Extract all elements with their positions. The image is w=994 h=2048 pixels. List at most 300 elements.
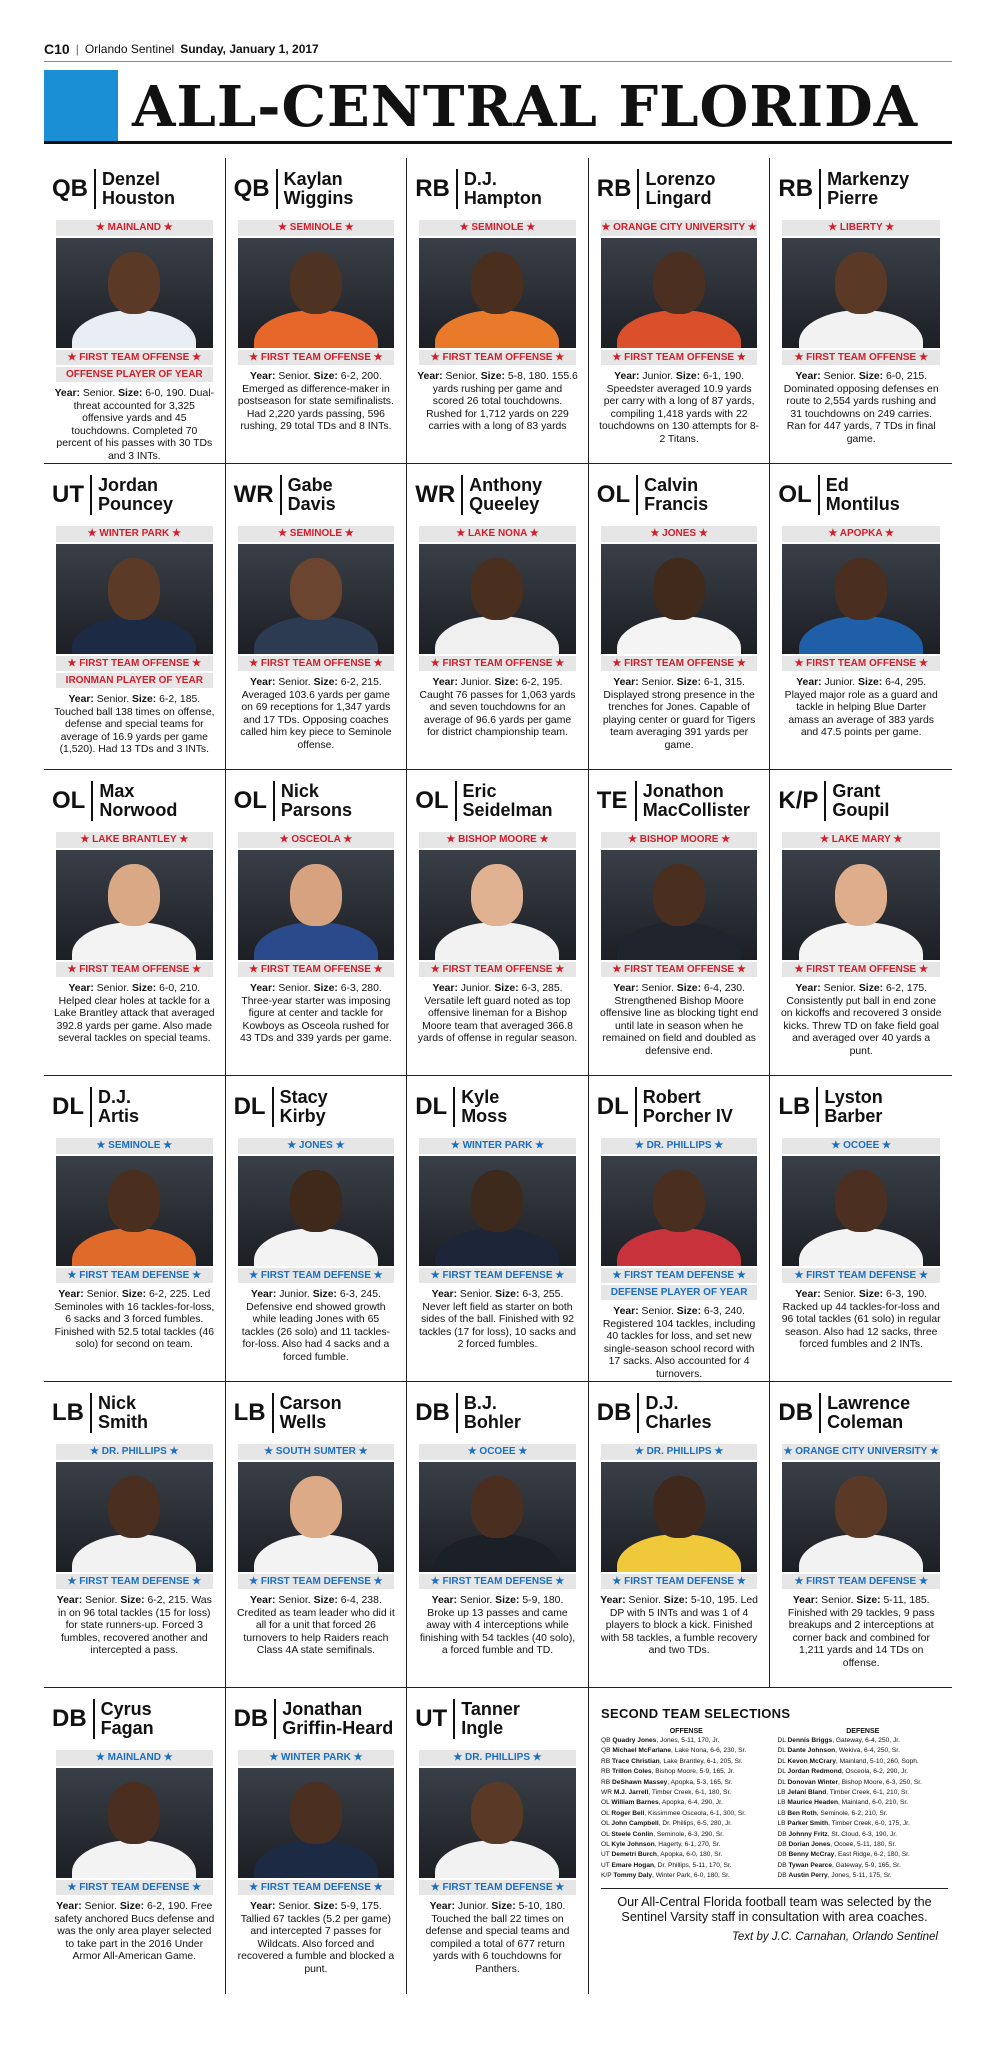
second-team-row (778, 1840, 949, 1850)
second-team-name: Quadry Jones (612, 1737, 657, 1744)
player-photo-head (471, 1782, 523, 1844)
player-name (282, 476, 336, 514)
school-label: ★ BISHOP MOORE ★ (419, 832, 576, 848)
player-last-name: Davis (287, 494, 336, 514)
second-team-details: , Apopka, 5-3, 165, Sr. (667, 1778, 733, 1786)
player-first-name: Gabe (287, 475, 333, 495)
second-team-name: Trillon Coles (612, 1768, 652, 1776)
second-team-details: , Dr. Phillips, 5-11, 170, Sr. (654, 1861, 732, 1869)
player-summary: Caught 76 passes for 1,063 yards and seven touchdowns for an average of 96.6 yards per game for district championship team. (419, 689, 576, 739)
player-card (226, 1688, 408, 1994)
player-position: LB (234, 1393, 274, 1433)
player-photo-jersey (617, 616, 741, 654)
player-last-name: Houston (102, 188, 175, 208)
player-name (93, 782, 177, 820)
player-card (589, 770, 771, 1076)
player-name (96, 170, 175, 208)
school-label: ★ DR. PHILLIPS ★ (56, 1444, 213, 1460)
second-team-position: DB (777, 1851, 787, 1859)
player-position: OL (52, 781, 93, 821)
second-team-details: , Kissimmee Osceola, 6-1, 300, Sr. (644, 1809, 746, 1817)
player-year: Senior. (79, 388, 119, 399)
second-team-name: Michael McFarlane (612, 1747, 672, 1755)
player-bio (234, 1595, 399, 1658)
second-team-row (601, 1850, 772, 1860)
player-first-name: D.J. (645, 1393, 679, 1413)
second-team-row (778, 1871, 949, 1881)
second-team-name: Donovan Winter (787, 1778, 839, 1786)
player-card (407, 1382, 589, 1688)
player-photo (601, 238, 758, 348)
player-summary: Broke up 13 passes and came away with 4 interceptions while finishing with 54 tackles (40 solo), a forced fumble and TD. (419, 1607, 576, 1657)
player-size: 6-2, 200. (337, 371, 382, 382)
player-photo-jersey (72, 1228, 196, 1266)
player-photo-jersey (799, 310, 923, 348)
player-bio (597, 983, 762, 1059)
player-name (276, 1700, 393, 1738)
year-label: Year: (56, 1595, 83, 1606)
player-photo (56, 1156, 213, 1266)
second-team-details: , Wekiva, 6-4, 250, Sr. (835, 1747, 900, 1755)
player-photo-jersey (799, 922, 923, 960)
player-summary: Racked up 44 tackles-for-loss and 96 total tackles (61 solo) in regular season. Also had 12 sacks, three forced fumbles and 2 INTs. (781, 1301, 941, 1351)
second-team-row (601, 1819, 772, 1829)
player-year: Senior. (457, 1595, 496, 1606)
player-first-name: Stacy (279, 1087, 328, 1107)
second-team-row (778, 1798, 949, 1808)
player-photo-jersey (435, 1228, 559, 1266)
year-label: Year: (796, 677, 822, 688)
team-designation: ★ FIRST TEAM OFFENSE ★ (782, 656, 940, 671)
second-team-name: Tommy Daly (613, 1872, 653, 1880)
year-label: Year: (432, 983, 458, 994)
player-summary: Led DP with 5 INTs and was 1 of 4 players to block a kick. Finished with 58 tackles, a fumble recovery and two TDs. (600, 1595, 758, 1657)
team-designation: ★ FIRST TEAM OFFENSE ★ (238, 962, 395, 977)
player-size: 6-2, 215. (144, 1595, 189, 1606)
player-position: OL (778, 475, 819, 515)
player-position: DB (52, 1699, 95, 1739)
player-photo-jersey (799, 616, 923, 654)
team-designation: ★ FIRST TEAM OFFENSE ★ (56, 962, 213, 977)
team-designation: ★ FIRST TEAM OFFENSE ★ (419, 656, 576, 671)
year-label: Year: (613, 1306, 639, 1317)
publication-date: Sunday, January 1, 2017 (180, 41, 319, 56)
player-photo-head (835, 1476, 887, 1538)
player-header (597, 1390, 762, 1436)
second-team-row (778, 1809, 949, 1819)
player-photo-jersey (72, 616, 196, 654)
second-team-name: Dante Johnson (787, 1747, 836, 1755)
player-year: Senior. (638, 983, 677, 994)
size-label: Size: (858, 1289, 884, 1300)
player-photo-head (471, 864, 523, 926)
player-header (52, 778, 217, 824)
player-name (274, 1394, 342, 1432)
second-team-position: OL (601, 1809, 610, 1817)
school-label: ★ WINTER PARK ★ (419, 1138, 576, 1154)
player-summary: Helped clear holes at tackle for a Lake Brantley attack that averaged 392.8 yards per game. Also made several tackles on special teams. (54, 995, 215, 1045)
second-team-details: , Mainland, 5-10, 260, Soph. (835, 1757, 919, 1765)
player-year: Senior. (818, 1595, 857, 1606)
player-summary: Tallied 67 tackles (5.2 per game) and intercepted 7 passes for Wildcats. Also forced and recovered a fumble and blocked a punt. (237, 1913, 395, 1975)
player-header (415, 166, 580, 212)
player-last-name: Porcher IV (642, 1106, 733, 1126)
player-photo-jersey (435, 616, 559, 654)
player-photo (56, 238, 213, 348)
player-year: Senior. (83, 1289, 122, 1300)
second-team-details: , Lake Brantley, 6-1, 205, Sr. (659, 1757, 743, 1765)
second-team-details: , Bishop Moore, 5-9, 165, Jr. (651, 1768, 735, 1776)
second-team-position: RB (601, 1768, 611, 1776)
second-team-details: , Mainland, 6-0, 210, Sr. (838, 1799, 909, 1807)
school-label: ★ BISHOP MOORE ★ (601, 832, 758, 848)
player-first-name: Jordan (98, 475, 159, 495)
size-label: Size: (856, 1595, 881, 1606)
player-year: Junior. (639, 371, 676, 382)
size-label: Size: (858, 371, 884, 382)
second-team-position: LB (777, 1809, 786, 1817)
year-label: Year: (792, 1595, 819, 1606)
player-card (770, 1382, 952, 1688)
second-team-position: WR (601, 1789, 612, 1797)
player-photo-jersey (435, 310, 559, 348)
player-first-name: Lorenzo (645, 169, 716, 189)
size-label: Size: (858, 983, 884, 994)
second-team-name: Benny McCray (788, 1851, 835, 1859)
team-designation: ★ FIRST TEAM DEFENSE ★ (56, 1574, 213, 1589)
player-header (597, 778, 762, 824)
page-folio (44, 40, 952, 62)
player-bio (52, 1595, 217, 1658)
player-header (415, 472, 580, 518)
second-team-position: DB (777, 1872, 787, 1880)
player-summary: Credited as team leader who did it all for a unit that forced 26 turnovers to help Raiders reach Class 4A state semifinals. (237, 1607, 395, 1657)
player-photo-head (471, 252, 523, 314)
player-year: Senior. (93, 694, 132, 705)
second-team-row (601, 1798, 772, 1808)
second-team-name: Trace Christian (612, 1757, 660, 1765)
second-team-details: , Osceola, 6-2, 290, Jr. (841, 1768, 909, 1776)
player-photo-head (290, 1170, 342, 1232)
player-photo-jersey (799, 1534, 923, 1572)
player-year: Junior. (457, 983, 495, 994)
player-photo (238, 1156, 395, 1266)
size-label: Size: (480, 371, 505, 382)
team-designation: ★ FIRST TEAM DEFENSE ★ (782, 1268, 940, 1283)
player-bio (52, 388, 217, 464)
player-header (415, 778, 580, 824)
player-first-name: Lawrence (827, 1393, 911, 1413)
school-label: ★ WINTER PARK ★ (56, 526, 213, 542)
player-size: 6-0, 210. (156, 983, 201, 994)
player-header (415, 1696, 580, 1742)
player-bio (52, 1901, 217, 1964)
second-team-row (601, 1788, 772, 1798)
player-year: Senior. (442, 371, 481, 382)
player-card (44, 1076, 226, 1382)
second-team-position: DL (777, 1747, 786, 1755)
second-team-details: , Seminole, 6-3, 290, Sr. (653, 1830, 724, 1838)
player-bio (415, 677, 580, 740)
player-position: DL (52, 1087, 92, 1127)
player-position: DB (234, 1699, 277, 1739)
player-size: 6-4, 230. (701, 983, 745, 994)
player-year: Senior. (638, 677, 677, 688)
player-position: DL (234, 1087, 274, 1127)
player-photo (238, 238, 395, 348)
player-first-name: Lyston (824, 1087, 883, 1107)
size-label: Size: (675, 371, 701, 382)
second-team-position: RB (601, 1778, 611, 1786)
second-team-position: OL (601, 1820, 610, 1828)
player-photo (238, 544, 395, 654)
player-photo (419, 1156, 576, 1266)
player-name (455, 1088, 507, 1126)
player-bio (234, 1289, 399, 1365)
player-photo (419, 544, 576, 654)
player-name (92, 1088, 139, 1126)
player-size: 6-2, 190. (144, 1901, 189, 1912)
player-first-name: Markenzy (827, 169, 910, 189)
year-label: Year: (431, 1289, 458, 1300)
team-designation: ★ FIRST TEAM OFFENSE ★ (601, 962, 758, 977)
player-position: RB (415, 169, 458, 209)
player-last-name: Wiggins (283, 188, 354, 208)
second-team-name: Parker Smith (787, 1820, 829, 1828)
player-bio (778, 983, 944, 1059)
size-label: Size: (494, 677, 519, 688)
team-designation: ★ FIRST TEAM DEFENSE ★ (419, 1574, 576, 1589)
player-photo (56, 1462, 213, 1572)
school-label: ★ DR. PHILLIPS ★ (419, 1750, 576, 1766)
player-header (778, 778, 944, 824)
second-team-position: LB (777, 1789, 786, 1797)
player-position: RB (778, 169, 821, 209)
school-label: ★ SOUTH SUMTER ★ (238, 1444, 395, 1460)
year-label: Year: (613, 983, 639, 994)
player-name (637, 782, 750, 820)
year-label: Year: (250, 677, 276, 688)
player-last-name: Seidelman (462, 800, 553, 820)
award-label: IRONMAN PLAYER OF YEAR (56, 673, 213, 688)
player-size: 6-3, 285. (518, 983, 563, 994)
second-team-details: , Lake Nona, 6-6, 230, Sr. (671, 1747, 747, 1755)
school-label: ★ LIBERTY ★ (782, 220, 940, 236)
player-card (589, 158, 771, 464)
team-designation: ★ FIRST TEAM DEFENSE ★ (238, 1880, 395, 1895)
player-summary: Displayed strong presence in the trenches for Jones. Capable of playing center or guard for Tigers team averaging 391 yards per game. (602, 689, 756, 751)
player-size: 5-8, 180. (505, 371, 549, 382)
player-year: Senior. (638, 1306, 677, 1317)
player-position: TE (597, 781, 637, 821)
player-header (234, 166, 399, 212)
team-designation: ★ FIRST TEAM DEFENSE ★ (419, 1880, 576, 1895)
player-bio (778, 371, 944, 447)
second-team-row (778, 1736, 949, 1746)
school-label: ★ SEMINOLE ★ (419, 220, 576, 236)
player-size: 6-4, 295. (882, 677, 927, 688)
player-name (820, 476, 900, 514)
player-photo-jersey (435, 1840, 559, 1878)
second-team-name: Kyle Johnson (611, 1841, 655, 1849)
player-photo-head (835, 558, 887, 620)
player-year: Senior. (275, 1595, 314, 1606)
player-card (589, 464, 771, 770)
second-team-offense (601, 1727, 772, 1882)
second-team-name: Jordan Redmond (787, 1768, 842, 1776)
player-size: 6-2, 225. (146, 1289, 191, 1300)
second-team-row (601, 1746, 772, 1756)
player-header (52, 166, 217, 212)
size-label: Size: (676, 677, 702, 688)
player-year: Senior. (93, 983, 132, 994)
player-card (407, 1688, 589, 1994)
player-card (407, 464, 589, 770)
second-team-details: , Gateway, 5-9, 165, Sr. (832, 1861, 901, 1869)
second-team-details: , Ocoee, 5-11, 180, Sr. (830, 1841, 897, 1849)
player-size: 6-3, 255. (519, 1289, 564, 1300)
player-position: QB (52, 169, 96, 209)
school-label: ★ OSCEOLA ★ (238, 832, 395, 848)
second-team-position: DB (777, 1841, 787, 1849)
year-label: Year: (614, 371, 640, 382)
player-photo-head (653, 1170, 705, 1232)
player-header (415, 1084, 580, 1130)
player-name (95, 1700, 154, 1738)
player-first-name: Jonathan (282, 1699, 363, 1719)
size-label: Size: (131, 983, 157, 994)
second-team-name: Johnny Fritz (788, 1830, 828, 1838)
player-name (639, 170, 715, 208)
player-header (778, 472, 944, 518)
player-year: Junior. (457, 677, 495, 688)
player-photo-jersey (617, 1534, 741, 1572)
player-photo (419, 238, 576, 348)
player-photo-head (835, 864, 887, 926)
player-photo (419, 1462, 576, 1572)
second-team-position: DB (777, 1861, 787, 1869)
school-label: ★ SEMINOLE ★ (238, 220, 395, 236)
player-first-name: Ed (825, 475, 849, 495)
player-card (44, 770, 226, 1076)
player-card (589, 1076, 771, 1382)
player-photo-jersey (72, 922, 196, 960)
player-size: 6-2, 195. (518, 677, 563, 688)
player-card (226, 158, 408, 464)
second-team-name: Maurice Headen (787, 1799, 838, 1807)
player-last-name: Wells (279, 1412, 327, 1432)
player-position: DL (597, 1087, 637, 1127)
player-name (638, 476, 708, 514)
second-team-position: QB (601, 1747, 611, 1755)
team-designation: ★ FIRST TEAM DEFENSE ★ (782, 1574, 940, 1589)
second-team-row (601, 1830, 772, 1840)
year-label: Year: (68, 983, 94, 994)
player-position: UT (415, 1699, 455, 1739)
player-summary: 155.6 yards rushing per game and scored 26 total touchdowns. Rushed for 1,712 yards on 229 carries with a long of 83 yards (426, 371, 578, 433)
second-team-row (778, 1819, 949, 1829)
player-last-name: Ingle (461, 1718, 504, 1738)
second-team-details: , East Ridge, 6-2, 180, Sr. (834, 1851, 910, 1859)
player-photo-head (108, 1476, 160, 1538)
player-header (234, 1390, 399, 1436)
player-size: 6-2, 185. (156, 694, 201, 705)
player-bio (234, 983, 399, 1046)
team-designation: ★ FIRST TEAM OFFENSE ★ (782, 962, 940, 977)
player-first-name: Kaylan (283, 169, 343, 189)
player-last-name: Francis (644, 494, 709, 514)
player-first-name: Jonathon (642, 781, 724, 801)
second-team-position: OL (601, 1799, 610, 1807)
player-position: OL (415, 781, 456, 821)
second-team-defense (778, 1727, 949, 1882)
school-label: ★ JONES ★ (601, 526, 758, 542)
size-label: Size: (676, 1306, 702, 1317)
player-last-name: Hampton (463, 188, 542, 208)
second-team-row (778, 1861, 949, 1871)
player-last-name: Lingard (645, 188, 712, 208)
second-team-name: Austin Perry (788, 1872, 828, 1880)
second-team-row (601, 1809, 772, 1819)
player-summary: Led Seminoles with 16 tackles-for-loss, 6 sacks and 3 forced fumbles. Finished with 52.5 total tackles (46 solo) for second on team. (54, 1289, 215, 1351)
player-summary: Played major role as a guard and tackle in helping Blue Darter amass an average of 383 yards and 47.5 points per game. (784, 689, 938, 739)
player-summary: Speedster averaged 10.9 yards per carry with a long of 87 yards, compiling 1,418 yards with 22 touchdowns on 130 attempts for 8-2 Titans. (599, 383, 760, 445)
award-label: OFFENSE PLAYER OF YEAR (56, 367, 213, 382)
second-team-details: , Jones, 5-11, 170, Jr. (656, 1737, 720, 1744)
player-photo (782, 850, 940, 960)
team-designation: ★ FIRST TEAM OFFENSE ★ (419, 962, 576, 977)
team-designation: ★ FIRST TEAM OFFENSE ★ (419, 350, 576, 365)
player-first-name: Eric (462, 781, 497, 801)
player-photo-head (653, 558, 705, 620)
second-team-position: UT (601, 1851, 610, 1859)
size-label: Size: (313, 677, 338, 688)
player-photo (782, 544, 940, 654)
player-position: RB (597, 169, 640, 209)
player-size: 6-3, 190. (883, 1289, 928, 1300)
player-name (821, 1394, 910, 1432)
second-team-row (778, 1788, 949, 1798)
player-header (778, 1084, 944, 1130)
year-label: Year: (795, 983, 821, 994)
player-bio (415, 1901, 580, 1977)
player-photo-head (108, 558, 160, 620)
player-card (44, 1382, 226, 1688)
player-first-name: Anthony (469, 475, 543, 495)
player-year: Junior. (276, 1289, 313, 1300)
second-team-position: K/P (601, 1872, 612, 1880)
player-size: 6-3, 280. (337, 983, 382, 994)
offense-label: OFFENSE (669, 1728, 703, 1735)
player-first-name: Cyrus (100, 1699, 152, 1719)
second-team-details: , Gateway, 6-4, 250, Jr. (832, 1737, 900, 1744)
player-last-name: Smith (98, 1412, 149, 1432)
second-team-name: John Campbell (611, 1820, 659, 1828)
player-first-name: Robert (642, 1087, 701, 1107)
second-team-row (601, 1840, 772, 1850)
second-team-position: UT (601, 1861, 610, 1869)
banner-accent-block (44, 70, 118, 141)
player-photo-head (471, 1170, 523, 1232)
text-credit: Text by J.C. Carnahan, Orlando Sentinel (731, 1930, 938, 1943)
player-position: WR (415, 475, 463, 515)
second-team-name: DeShawn Massey (612, 1778, 668, 1786)
player-first-name: Grant (832, 781, 881, 801)
player-first-name: Tanner (461, 1699, 520, 1719)
player-photo (56, 544, 213, 654)
player-first-name: Nick (280, 781, 319, 801)
player-name (818, 1088, 882, 1126)
